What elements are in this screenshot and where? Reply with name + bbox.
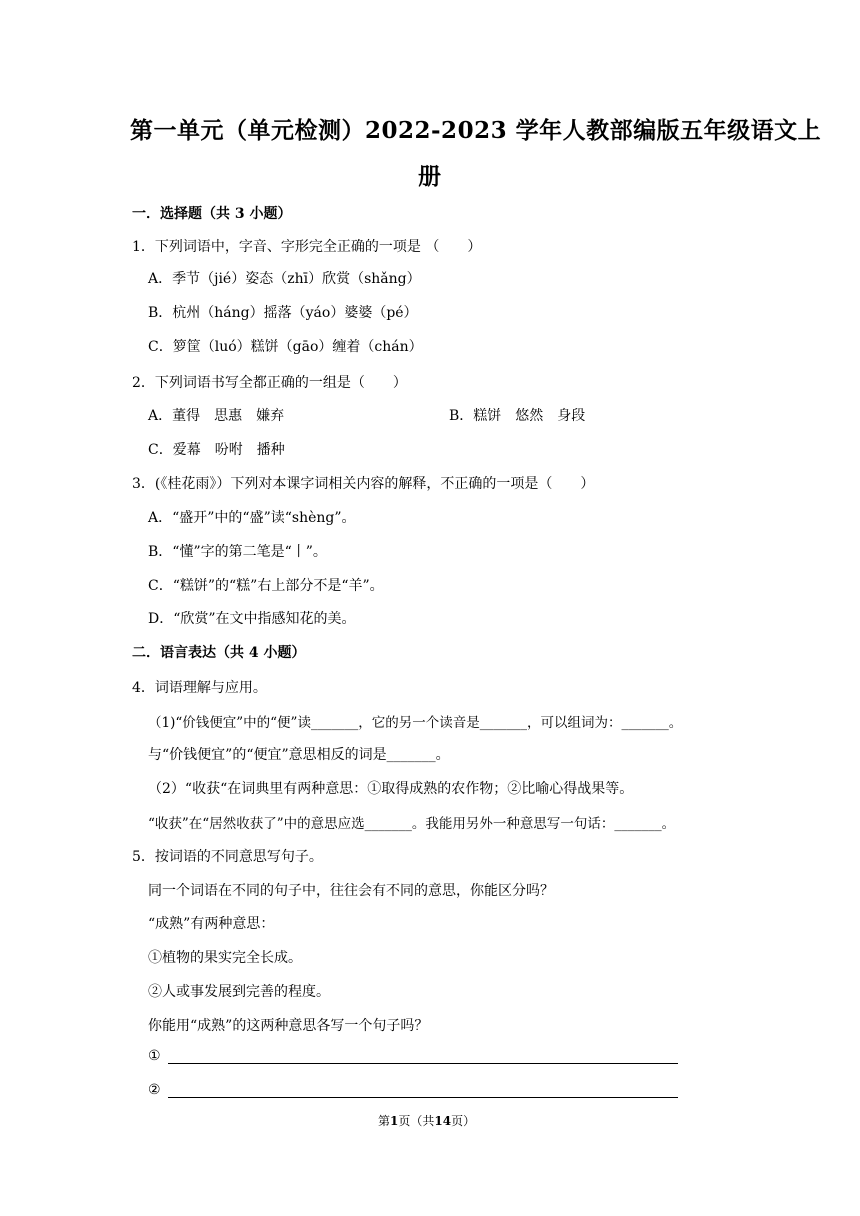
answer-mark-2: ② <box>148 1082 161 1098</box>
page-footer <box>378 1112 475 1129</box>
question-5-line-5: 你能用“成熟”的这两种意思各写一个句子吗？ <box>148 1018 429 1034</box>
question-5-line-1: 同一个词语在不同的句子中，往往会有不同的意思，你能区分吗？ <box>148 883 554 899</box>
question-3-option-d: D．“欣赏”在文中指感知花的美。 <box>148 611 356 627</box>
question-2-option-a: A．董得 思惠 嫌弃 <box>148 408 285 424</box>
answer-line-2[interactable] <box>168 1097 678 1098</box>
question-4-line-3: （2）“收获“在词典里有两种意思：①取得成熟的农作物；②比喻心得战果等。 <box>148 781 634 797</box>
question-3-option-a: A．“盛开”中的“盛”读“shèng”。 <box>148 510 356 526</box>
question-4-stem: 4．词语理解与应用。 <box>132 680 267 696</box>
question-5-stem: 5．按词语的不同意思写句子。 <box>132 849 323 865</box>
question-3-stem: 3．(《桂花雨》）下列对本课字词相关内容的解释，不正确的一项是（ ） <box>132 476 595 492</box>
question-3-option-c: C．“糕饼”的“糕”右上部分不是“羊”。 <box>148 578 384 594</box>
document-title-continued: 册 <box>418 163 442 190</box>
footer-prefix: 第 <box>378 1114 391 1128</box>
question-3-option-b: B．“懂”字的第二笔是“丨”。 <box>148 544 327 560</box>
question-5-line-3: ①植物的果实完全长成。 <box>148 950 302 966</box>
question-1-option-c: C．箩筐（luó）糕饼（gāo）缠着（chán） <box>148 339 423 355</box>
question-2-option-b: B．糕饼 悠然 身段 <box>449 408 586 424</box>
question-4-line-2: 与“价钱便宜”的“便宜”意思相反的词是_______。 <box>148 747 450 763</box>
footer-suffix: 页） <box>451 1114 476 1128</box>
document-title: 第一单元（单元检测）2022-2023 学年人教部编版五年级语文上 <box>130 117 822 144</box>
page-number: 1 <box>390 1114 399 1128</box>
answer-line-1[interactable] <box>168 1063 678 1064</box>
question-1-option-b: B．杭州（háng）摇落（yáo）婆婆（pé） <box>148 305 418 321</box>
section-heading-expression: 二．语言表达（共 4 小题） <box>132 645 306 661</box>
question-5-line-4: ②人或事发展到完善的程度。 <box>148 984 330 1000</box>
total-pages: 14 <box>434 1114 452 1128</box>
question-2-option-c: C．爱幕 吩咐 播种 <box>148 442 285 458</box>
question-1-option-a: A．季节（jié）姿态（zhī）欣赏（shǎng） <box>148 271 421 287</box>
question-4-line-1: （1)“价钱便宜”中的“便”读_______，它的另一个读音是_______，可以组词为：_______。 <box>148 715 683 731</box>
question-4-line-4: “收获”在“居然收获了”中的意思应选_______。我能用另外一种意思写一句话：_______。 <box>148 816 676 832</box>
footer-middle: 页（共 <box>398 1114 435 1128</box>
question-1-stem: 1．下列词语中，字音、字形完全正确的一项是 （ ） <box>132 239 482 255</box>
answer-mark-1: ① <box>148 1048 161 1064</box>
question-2-stem: 2．下列词语书写全都正确的一组是（ ） <box>132 375 407 391</box>
question-5-line-2: “成熟”有两种意思： <box>148 916 275 932</box>
section-heading-choice: 一．选择题（共 3 小题） <box>132 206 292 222</box>
